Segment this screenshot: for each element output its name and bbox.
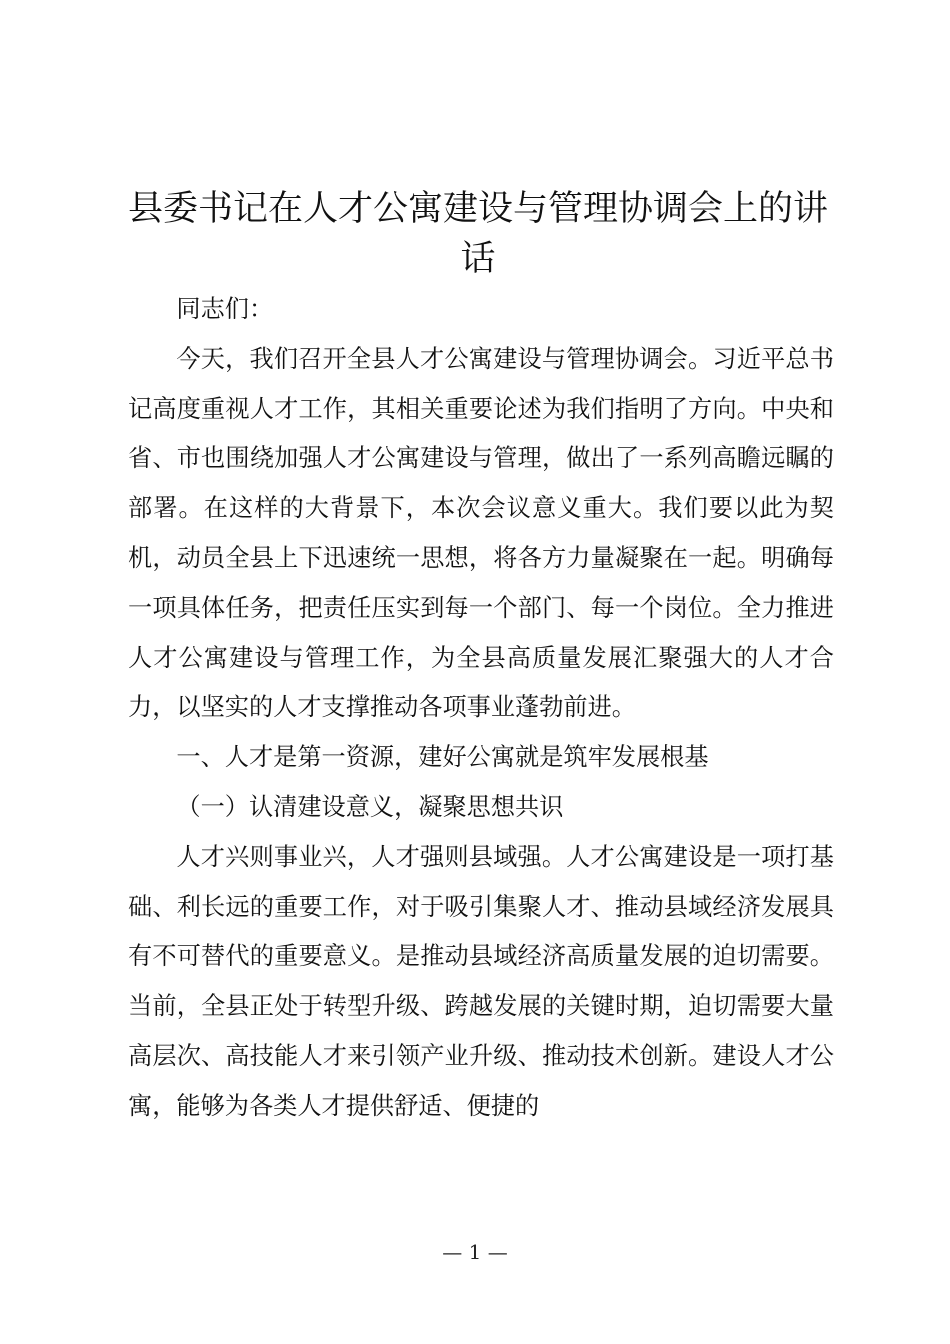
- document-body: [128, 285, 834, 1132]
- document-title: 县委书记在人才公寓建设与管理协调会上的讲话: [127, 189, 828, 279]
- page-number: — 1 —: [442, 1240, 508, 1264]
- section-heading-1: 一、人才是第一资源，建好公寓就是筑牢发展根基: [176, 743, 709, 772]
- section-paragraph: 人才兴则事业兴，人才强则县域强。人才公寓建设是一项打基础、利长远的重要工作，对于吸引集聚人才、推动县域经济发展具有不可替代的重要意义。是推动县域经济高质量发展的迫切需要。当前，全县正处于转型升级、跨越发展的关键时期，迫切需要大量高层次、高技能人才来引领产业升级、推动技术创新。建设人才公寓，能够为各类人才提供舒适、便捷的: [128, 842, 834, 1120]
- intro-paragraph: 今天，我们召开全县人才公寓建设与管理协调会。习近平总书记高度重视人才工作，其相关重要论述为我们指明了方向。中央和省、市也围绕加强人才公寓建设与管理，做出了一系列高瞻远瞩的部署。在这样的大背景下，本次会议意义重大。我们要以此为契机，动员全县上下迅速统一思想，将各方力量凝聚在一起。明确每一项具体任务，把责任压实到每一个部门、每一个岗位。全力推进人才公寓建设与管理工作，为全县高质量发展汇聚强大的人才合力，以坚实的人才支撑推动各项事业蓬勃前进。: [128, 344, 834, 722]
- subsection-heading-1-1: （一）认清建设意义，凝聚思想共识: [176, 792, 564, 821]
- salutation: 同志们：: [176, 295, 274, 323]
